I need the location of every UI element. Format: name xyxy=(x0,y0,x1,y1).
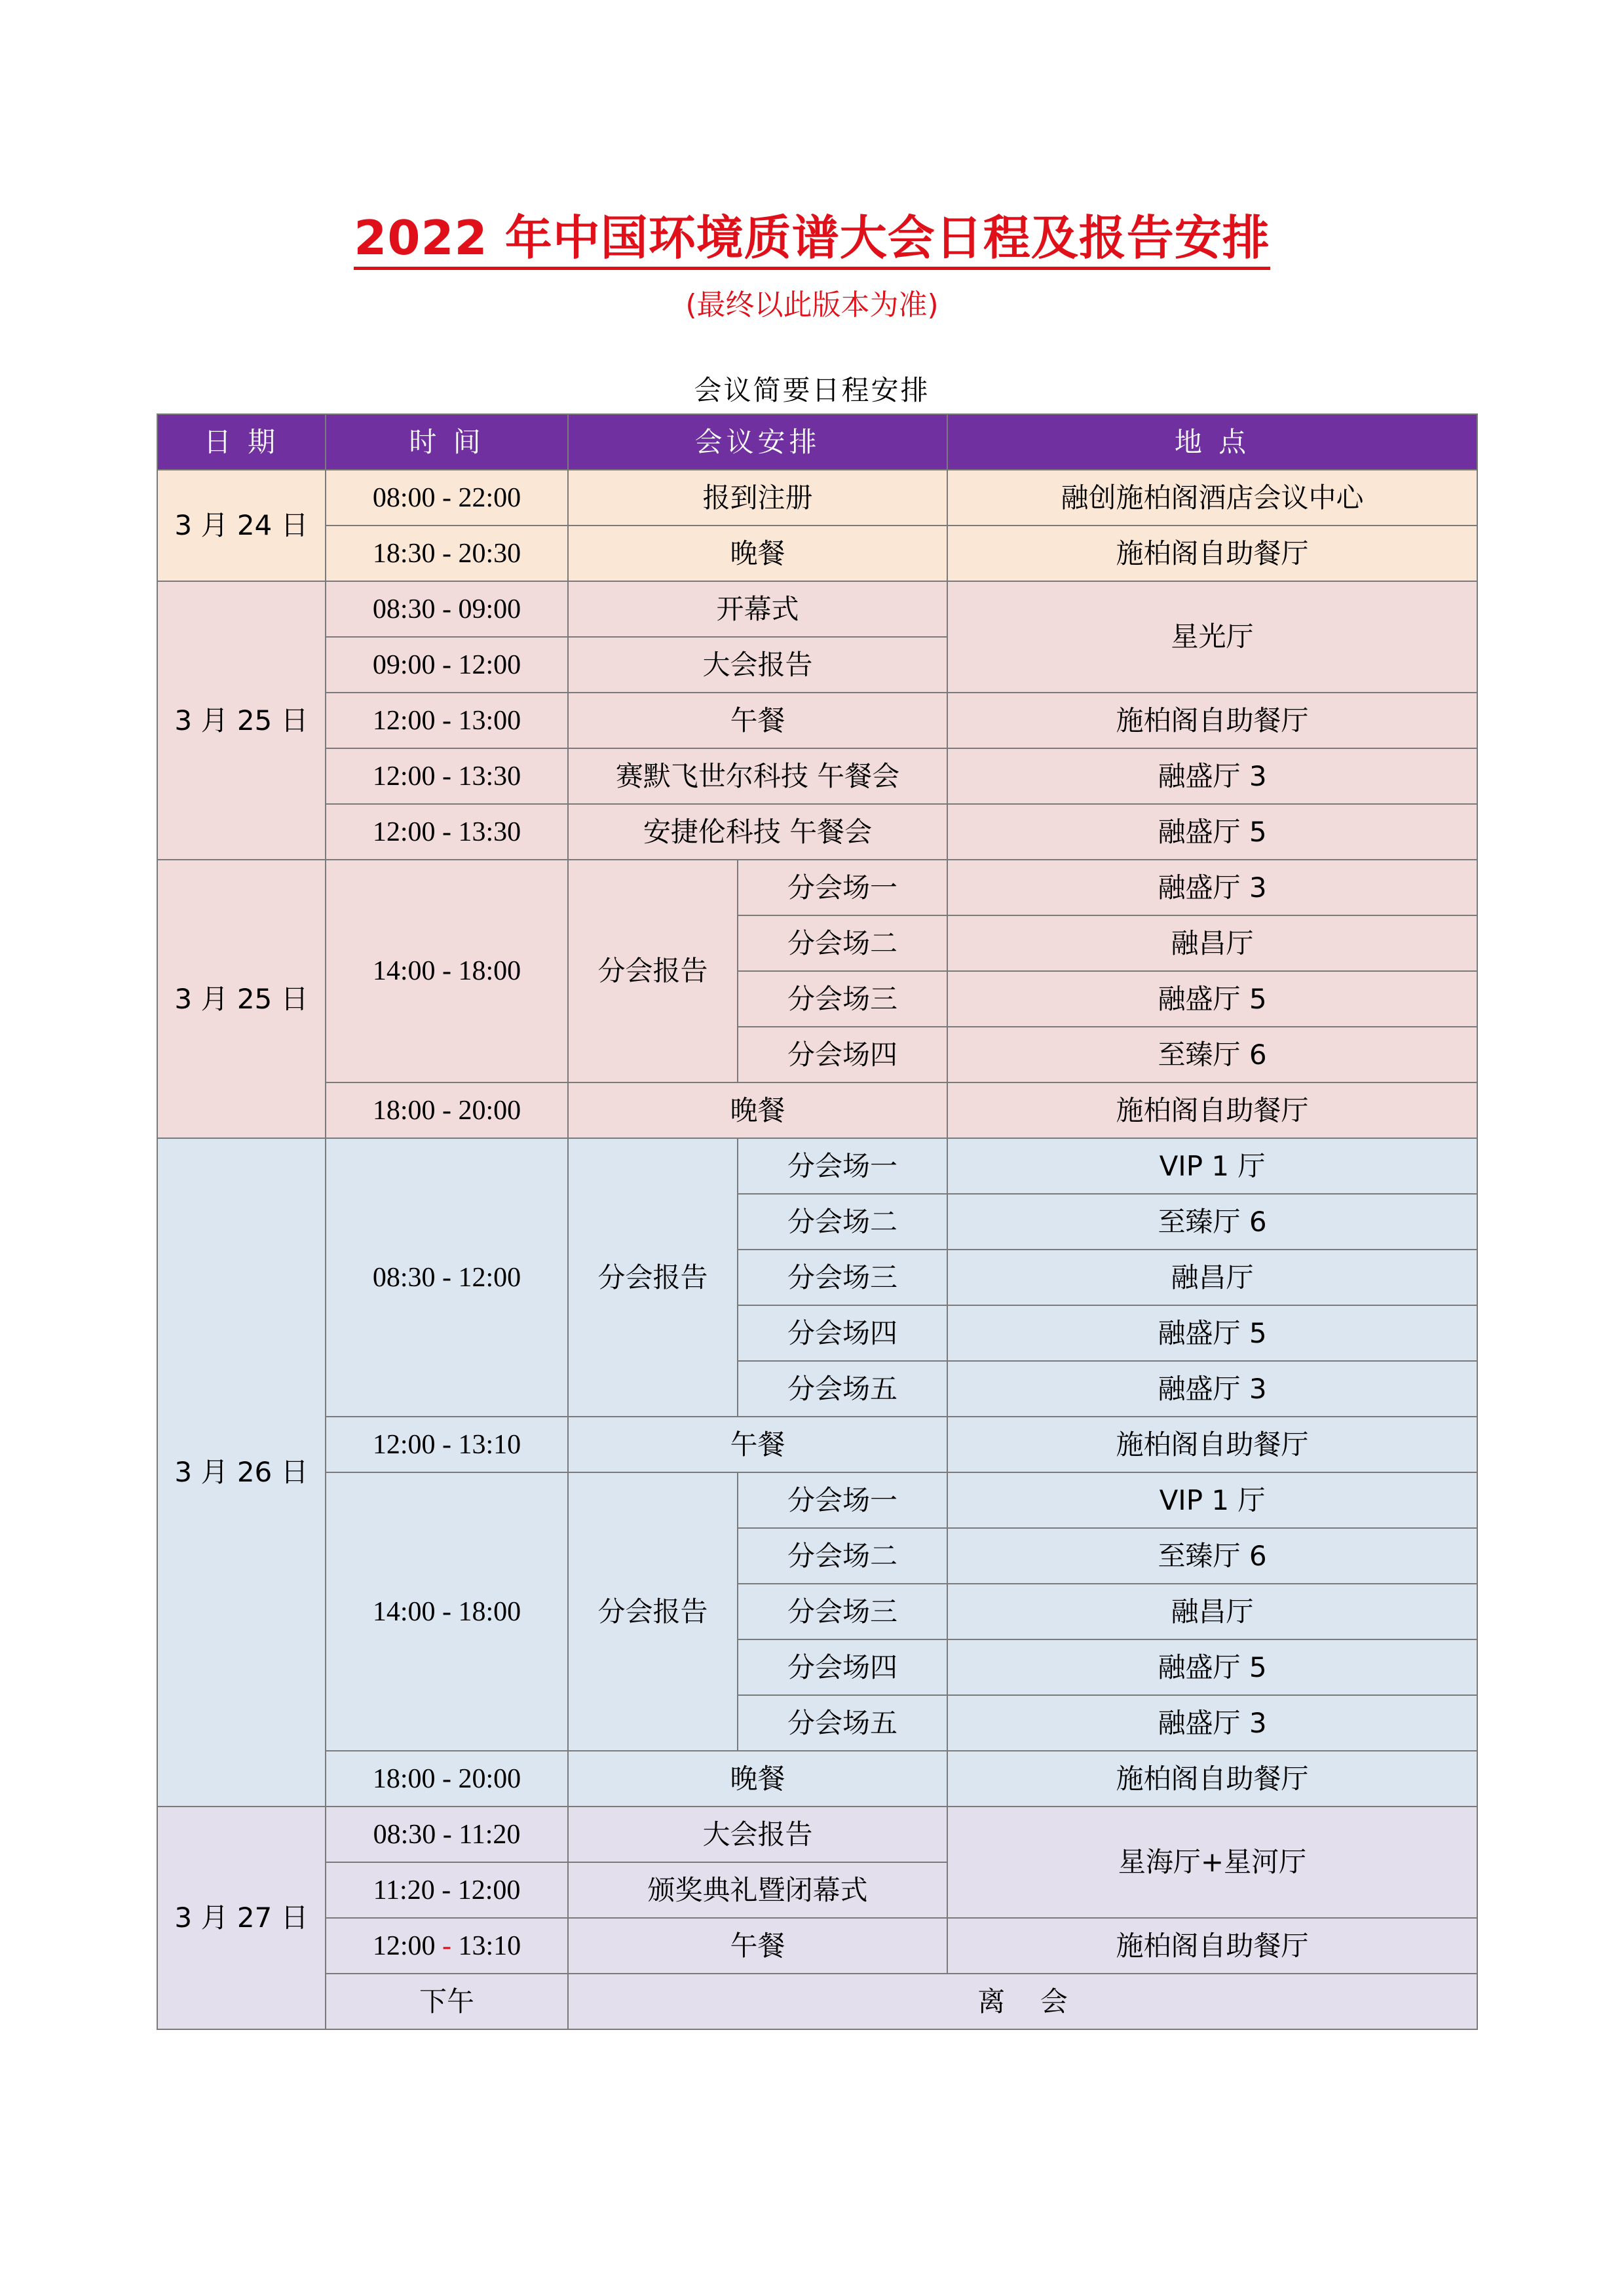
event-cell: 大会报告 xyxy=(568,1807,947,1862)
time-cell: 18:00 - 20:00 xyxy=(326,1751,568,1807)
venue-cell: 施柏阁自助餐厅 xyxy=(947,1082,1477,1138)
venue-cell: 施柏阁自助餐厅 xyxy=(947,1417,1477,1472)
session-cell: 分会场五 xyxy=(738,1695,947,1751)
session-cell: 分会场三 xyxy=(738,1250,947,1305)
venue-cell: 至臻厅 6 xyxy=(947,1027,1477,1082)
table-caption: 会议简要日程安排 xyxy=(694,374,930,406)
event-cell: 大会报告 xyxy=(568,637,947,693)
venue-cell: 融盛厅 3 xyxy=(947,1695,1477,1751)
venue-cell: 星海厅+星河厅 xyxy=(947,1807,1477,1918)
session-cell: 分会场一 xyxy=(738,1138,947,1194)
venue-cell: 融昌厅 xyxy=(947,1250,1477,1305)
date-cell: 3 月 25 日 xyxy=(157,860,326,1138)
time-cell: 08:00 - 22:00 xyxy=(326,470,568,526)
time-cell: 14:00 - 18:00 xyxy=(326,860,568,1082)
venue-cell: VIP 1 厅 xyxy=(947,1472,1477,1528)
venue-cell: 融盛厅 3 xyxy=(947,1361,1477,1417)
time-cell: 14:00 - 18:00 xyxy=(326,1472,568,1751)
time-cell xyxy=(326,1918,568,1974)
table-row xyxy=(157,526,1477,581)
table-row xyxy=(157,1974,1477,2029)
table-row xyxy=(157,1472,1477,1528)
date-cell: 3 月 25 日 xyxy=(157,581,326,860)
table-row xyxy=(157,1751,1477,1807)
venue-cell: 融创施柏阁酒店会议中心 xyxy=(947,470,1477,526)
time-cell: 18:00 - 20:00 xyxy=(326,1082,568,1138)
venue-cell: 融盛厅 5 xyxy=(947,971,1477,1027)
venue-cell: 融昌厅 xyxy=(947,915,1477,971)
header-date: 日 期 xyxy=(157,414,326,470)
venue-cell: 施柏阁自助餐厅 xyxy=(947,1751,1477,1807)
session-cell: 分会场四 xyxy=(738,1027,947,1082)
venue-cell: 至臻厅 6 xyxy=(947,1194,1477,1250)
venue-cell: 融昌厅 xyxy=(947,1584,1477,1639)
event-cell: 午餐 xyxy=(568,1918,947,1974)
event-cell: 午餐 xyxy=(568,1417,947,1472)
venue-cell: 星光厅 xyxy=(947,581,1477,693)
table-row xyxy=(157,1082,1477,1138)
venue-cell: 融盛厅 5 xyxy=(947,1305,1477,1361)
session-cell: 分会场五 xyxy=(738,1361,947,1417)
time-cell: 12:00 - 13:10 xyxy=(326,1417,568,1472)
session-cell: 分会场二 xyxy=(738,915,947,971)
time-cell: 12:00 - 13:30 xyxy=(326,804,568,860)
table-row xyxy=(157,693,1477,748)
time-separator: - xyxy=(442,1930,451,1961)
event-cell: 分会报告 xyxy=(568,860,738,1082)
table-row xyxy=(157,1918,1477,1974)
event-cell: 安捷伦科技 午餐会 xyxy=(568,804,947,860)
event-cell: 分会报告 xyxy=(568,1138,738,1417)
session-cell: 分会场一 xyxy=(738,860,947,915)
schedule-table xyxy=(157,413,1478,2030)
table-row xyxy=(157,1138,1477,1194)
time-cell: 18:30 - 20:30 xyxy=(326,526,568,581)
table-row xyxy=(157,581,1477,637)
session-cell: 分会场三 xyxy=(738,971,947,1027)
event-cell: 颁奖典礼暨闭幕式 xyxy=(568,1862,947,1918)
event-cell: 分会报告 xyxy=(568,1472,738,1751)
session-cell: 分会场四 xyxy=(738,1639,947,1695)
time-cell: 12:00 - 13:00 xyxy=(326,693,568,748)
table-row xyxy=(157,1807,1477,1862)
table-row xyxy=(157,1417,1477,1472)
venue-cell: 施柏阁自助餐厅 xyxy=(947,526,1477,581)
session-cell: 分会场四 xyxy=(738,1305,947,1361)
event-cell: 赛默飞世尔科技 午餐会 xyxy=(568,748,947,804)
table-row xyxy=(157,804,1477,860)
header-venue: 地 点 xyxy=(947,414,1477,470)
time-cell: 12:00 - 13:30 xyxy=(326,748,568,804)
date-cell: 3 月 24 日 xyxy=(157,470,326,581)
venue-cell: 融盛厅 3 xyxy=(947,748,1477,804)
event-cell: 离 会 xyxy=(568,1974,1477,2029)
header-row xyxy=(157,414,1477,470)
table-row xyxy=(157,860,1477,915)
venue-cell: VIP 1 厅 xyxy=(947,1138,1477,1194)
table-row xyxy=(157,470,1477,526)
session-cell: 分会场二 xyxy=(738,1194,947,1250)
time-cell: 下午 xyxy=(326,1974,568,2029)
venue-cell: 至臻厅 6 xyxy=(947,1528,1477,1584)
time-cell: 11:20 - 12:00 xyxy=(326,1862,568,1918)
venue-cell: 融盛厅 5 xyxy=(947,1639,1477,1695)
session-cell: 分会场二 xyxy=(738,1528,947,1584)
time-cell: 08:30 - 12:00 xyxy=(326,1138,568,1417)
table-row xyxy=(157,748,1477,804)
venue-cell: 施柏阁自助餐厅 xyxy=(947,693,1477,748)
event-cell: 开幕式 xyxy=(568,581,947,637)
venue-cell: 融盛厅 3 xyxy=(947,860,1477,915)
header-agenda: 会议安排 xyxy=(568,414,947,470)
session-cell: 分会场三 xyxy=(738,1584,947,1639)
event-cell: 午餐 xyxy=(568,693,947,748)
time-start: 12:00 xyxy=(372,1930,436,1961)
session-cell: 分会场一 xyxy=(738,1472,947,1528)
time-end: 13:10 xyxy=(458,1930,521,1961)
header-time: 时 间 xyxy=(326,414,568,470)
event-cell: 报到注册 xyxy=(568,470,947,526)
date-cell: 3 月 26 日 xyxy=(157,1138,326,1807)
time-cell: 09:00 - 12:00 xyxy=(326,637,568,693)
event-cell: 晚餐 xyxy=(568,1751,947,1807)
venue-cell: 融盛厅 5 xyxy=(947,804,1477,860)
date-cell: 3 月 27 日 xyxy=(157,1807,326,2029)
event-cell: 晚餐 xyxy=(568,1082,947,1138)
page-subtitle: (最终以此版本为准) xyxy=(685,288,939,322)
event-cell: 晚餐 xyxy=(568,526,947,581)
time-cell: 08:30 - 11:20 xyxy=(326,1807,568,1862)
venue-cell: 施柏阁自助餐厅 xyxy=(947,1918,1477,1974)
time-cell: 08:30 - 09:00 xyxy=(326,581,568,637)
page-title: 2022 年中国环境质谱大会日程及报告安排 xyxy=(0,208,1624,267)
